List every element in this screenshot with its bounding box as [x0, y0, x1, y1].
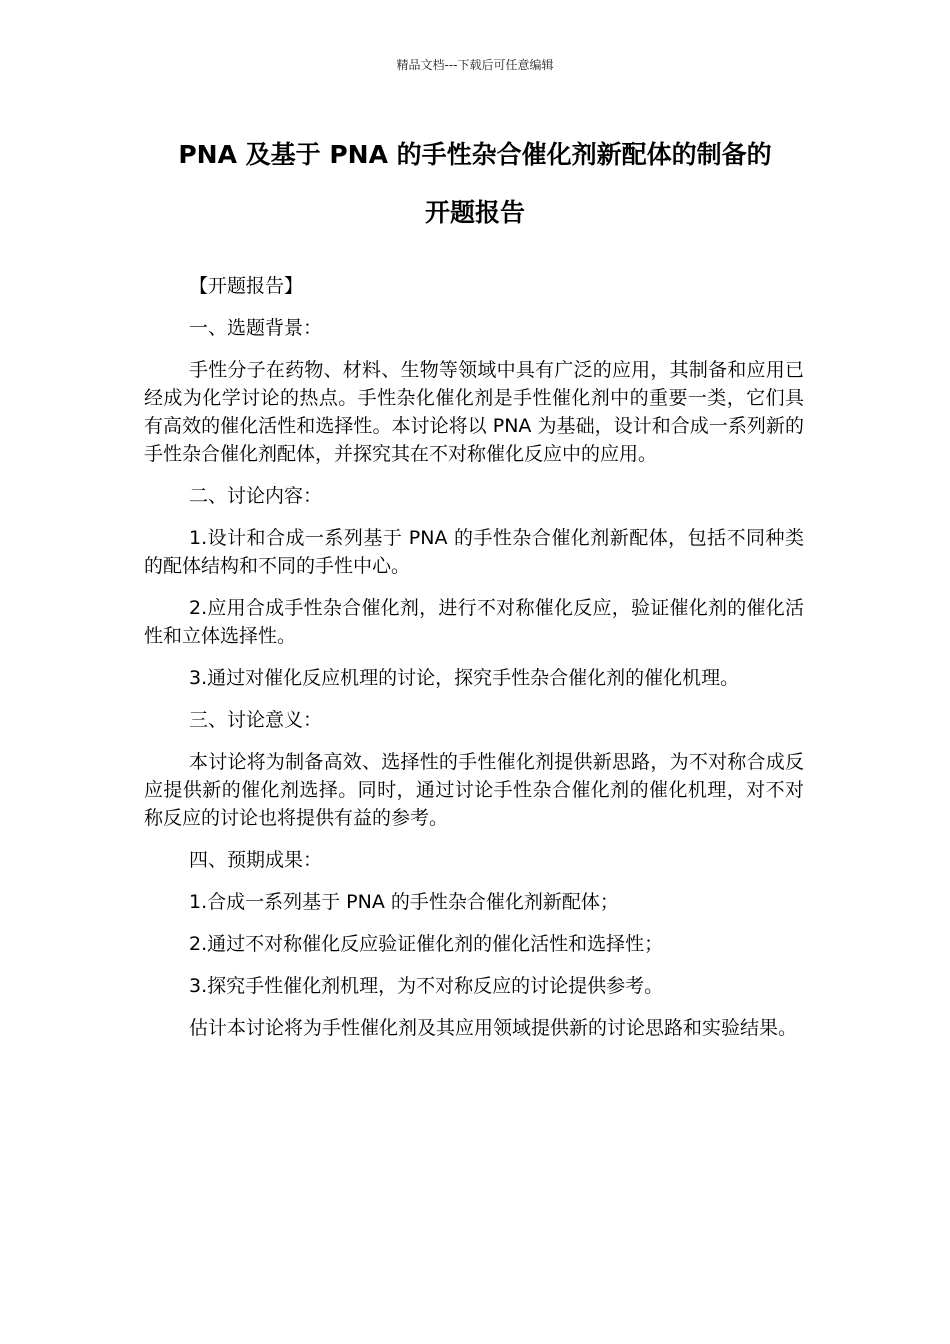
document-title-line-1: PNA 及基于 PNA 的手性杂合催化剂新配体的制备的 [178, 140, 772, 169]
content-item-1: 1.设计和合成一系列基于 PNA 的手性杂合催化剂新配体，包括不同种类的配体结构和不同的手性中心。 [144, 527, 804, 577]
result-item-2: 2.通过不对称催化反应验证催化剂的催化活性和选择性； [189, 933, 664, 955]
document-title-line-2: 开题报告 [424, 198, 525, 227]
paragraph-conclusion: 估计本讨论将为手性催化剂及其应用领域提供新的讨论思路和实验结果。 [189, 1017, 798, 1039]
result-item-1: 1.合成一系列基于 PNA 的手性杂合催化剂新配体； [189, 891, 619, 913]
paragraph-background: 手性分子在药物、材料、生物等领域中具有广泛的应用，其制备和应用已经成为化学讨论的热点。手性杂化催化剂是手性催化剂中的重要一类，它们具有高效的催化活性和选择性。本讨论将以 PNA 为基础，设计和合成一系列新的手性杂合催化剂配体，并探究其在不对称催化反应中的应用。 [144, 359, 804, 465]
heading-content: 二、讨论内容： [189, 485, 323, 507]
paragraph-significance: 本讨论将为制备高效、选择性的手性催化剂提供新思路，为不对称合成反应提供新的催化剂选择。同时，通过讨论手性杂合催化剂的催化机理，对不对称反应的讨论也将提供有益的参考。 [144, 751, 804, 829]
document-body [144, 272, 804, 1056]
content-item-3: 3.通过对催化反应机理的讨论，探究手性杂合催化剂的催化机理。 [189, 667, 740, 689]
page-header: 精品文档---下载后可任意编辑 [396, 58, 554, 72]
heading-expected-results: 四、预期成果： [189, 849, 323, 871]
section-label-report: 【开题报告】 [189, 275, 304, 297]
content-item-2: 2.应用合成手性杂合催化剂，进行不对称催化反应，验证催化剂的催化活性和立体选择性。 [144, 597, 804, 647]
heading-background: 一、选题背景： [189, 317, 323, 339]
heading-significance: 三、讨论意义： [189, 709, 323, 731]
result-item-3: 3.探究手性催化剂机理，为不对称反应的讨论提供参考。 [189, 975, 664, 997]
